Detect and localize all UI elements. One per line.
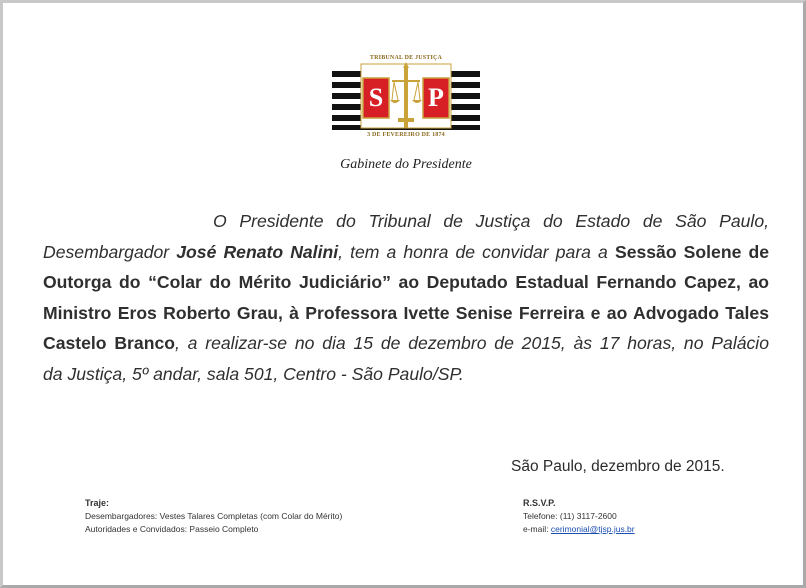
dress-code-line-2: Autoridades e Convidados: Passeio Completo [85, 524, 259, 534]
seal-top-text: TRIBUNAL DE JUSTIÇA [369, 55, 443, 61]
tjsp-seal [332, 50, 480, 142]
invitation-line-5 [43, 328, 769, 359]
date-line: São Paulo, dezembro de 2015. [511, 458, 725, 475]
rsvp [523, 497, 635, 536]
invitation-line-4: Ministro Eros Roberto Grau, à Professora Ivette Senise Ferreira e ao Advogado Tales [43, 302, 769, 323]
honoree-name: Castelo Branco [43, 333, 175, 353]
seal-bottom-text: 3 DE FEVEREIRO DE 1874 [367, 132, 445, 138]
invitation-line-3: Outorga do “Colar do Mérito Judiciário” ao Deputado Estadual Fernando Capez, ao [43, 272, 769, 292]
invitation-body [43, 206, 769, 389]
page-subtitle: Gabinete do Presidente [340, 157, 472, 172]
seal-letter-p: P [428, 83, 444, 112]
invitation-line-6: da Justiça, 5º andar, sala 501, Centro - São Paulo/SP. [43, 363, 464, 384]
dress-code [85, 497, 342, 536]
president-name: José Renato Nalini [176, 241, 339, 262]
invitation-text: Desembargador [43, 241, 177, 262]
invitation-line-1: O Presidente do Tribunal de Justiça do Estado de São Paulo, [213, 211, 769, 231]
rsvp-email-link[interactable]: cerimonial@tjsp.jus.br [550, 524, 635, 534]
seal-letter-s: S [368, 83, 384, 112]
event-details: , a realizar-se no dia 15 de dezembro de 2015, às 17 horas, no Palácio [174, 333, 770, 353]
tjsp-seal-graphic [332, 50, 480, 142]
invitation-line-2 [43, 237, 769, 268]
session-title: Sessão Solene de [614, 241, 769, 262]
dress-code-label: Traje: [85, 498, 110, 508]
rsvp-email-row [523, 523, 635, 536]
invitation-text: , tem a honra de convidar para a [338, 241, 615, 262]
dress-code-line-1: Desembargadores: Vestes Talares Completas (com Colar do Mérito) [85, 511, 343, 521]
rsvp-label: R.S.V.P. [523, 498, 556, 508]
rsvp-phone: Telefone: (11) 3117-2600 [523, 511, 617, 521]
rsvp-email-label: e-mail: [523, 524, 551, 534]
